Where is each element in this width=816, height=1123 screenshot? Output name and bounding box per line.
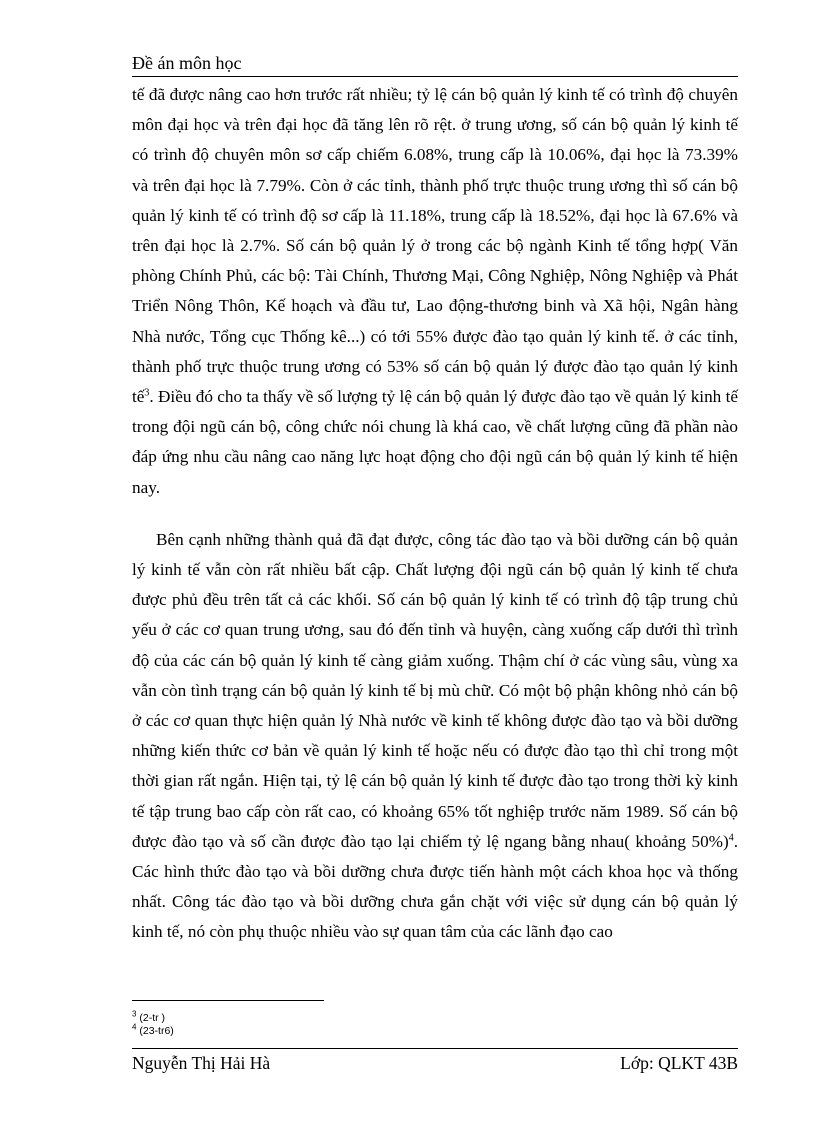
- footnote-number: 4: [132, 1022, 137, 1032]
- page-header: [132, 50, 738, 77]
- paragraph-1-text-after: . Điều đó cho ta thấy về số lượng tỷ lệ cán bộ quản lý được đào tạo về quản lý kinh tế trong đội ngũ cán bộ, công chức nói chung là khá cao, về chất lượng cũng đã phần nào đáp ứng nhu cầu nâng cao năng lực hoạt động cho đội ngũ cán bộ quản lý kinh tế hiện nay.: [132, 387, 738, 497]
- paragraph-1-text: tế đã được nâng cao hơn trước rất nhiều; tỷ lệ cán bộ quản lý kinh tế có trình độ chuyên môn đại học và trên đại học đã tăng lên rõ rệt. ở trung ương, số cán bộ quản lý kinh tế có trình độ chuyên môn sơ cấp chiếm 6.08%, trung cấp là 10.06%, đại học là 73.39% và trên đại học là 7.79%. Còn ở các tỉnh, thành phố trực thuộc trung ương thì số cán bộ quản lý kinh tế có trình độ sơ cấp là 11.18%, trung cấp là 18.52%, đại học là 67.6% và trên đại học là 2.7%. Số cán bộ quản lý ở trong các bộ ngành Kinh tế tổng hợp( Văn phòng Chính Phủ, các bộ: Tài Chính, Thương Mại, Công Nghiệp, Nông Nghiệp và Phát Triển Nông Thôn, Kế hoạch và đầu tư, Lao động-thương binh và Xã hội, Ngân hàng Nhà nước, Tổng cục Thống kê...) có tới 55% được đào tạo quản lý kinh tế. ở các tỉnh, thành phố trực thuộc trung ương có 53% số cán bộ quản lý được đào tạo quản lý kinh tế: [132, 85, 738, 407]
- footnote-text: (2-tr ): [139, 1012, 166, 1024]
- footnote-item: [132, 1022, 174, 1038]
- paragraph-2-text: Bên cạnh những thành quả đã đạt được, công tác đào tạo và bồi dưỡng cán bộ quản lý kinh tế vẫn còn rất nhiều bất cập. Chất lượng đội ngũ cán bộ quản lý kinh tế chưa được phủ đều trên tất cả các khối. Số cán bộ quản lý kinh tế có trình độ tập trung chủ yếu ở các cơ quan trung ương, sau đó đến tỉnh và huyện, càng xuống cấp dưới thì trình độ của các cán bộ quản lý kinh tế càng giảm xuống. Thậm chí ở các vùng sâu, vùng xa vẫn còn tình trạng cán bộ quản lý kinh tế bị mù chữ. Có một bộ phận không nhỏ cán bộ ở các cơ quan thực hiện quản lý Nhà nước về kinh tế không được đào tạo và bồi dưỡng những kiến thức cơ bản về quản lý kinh tế hoặc nếu có được đào tạo thì chỉ trong một thời gian rất ngắn. Hiện tại, tỷ lệ cán bộ quản lý kinh tế được đào tạo trong thời kỳ kinh tế tập trung bao cấp còn rất cao, có khoảng 65% tốt nghiệp trước năm 1989. Số cán bộ được đào tạo và số cần được đào tạo lại chiếm tỷ lệ ngang bằng nhau( khoảng 50%): [132, 529, 738, 851]
- footnote-item: [132, 1009, 174, 1025]
- body-text: [132, 80, 738, 948]
- header-title: Đề án môn học: [132, 53, 242, 73]
- paragraph-2-text-after: . Các hình thức đào tạo và bồi dưỡng chưa được tiến hành một cách khoa học và thống nhất. Công tác đào tạo và bồi dưỡng chưa gắn chặt với việc sử dụng cán bộ quản lý kinh tế, nó còn phụ thuộc nhiều vào sự quan tâm của các lãnh đạo cao: [132, 831, 738, 942]
- footer-author: Nguyễn Thị Hải Hà: [132, 1053, 271, 1073]
- footnotes: [132, 1009, 174, 1038]
- page-footer: [132, 1048, 738, 1077]
- footnote-number: 3: [132, 1009, 137, 1019]
- footnote-text: (23-tr6): [139, 1025, 174, 1037]
- footnote-separator: [132, 1000, 324, 1001]
- paragraph-1: [132, 80, 738, 503]
- footnote-ref-4[interactable]: 4: [728, 832, 734, 844]
- footer-class: Lớp: QLKT 43B: [620, 1053, 738, 1073]
- paragraph-2: [132, 525, 738, 948]
- footnote-ref-3[interactable]: 3: [144, 387, 150, 399]
